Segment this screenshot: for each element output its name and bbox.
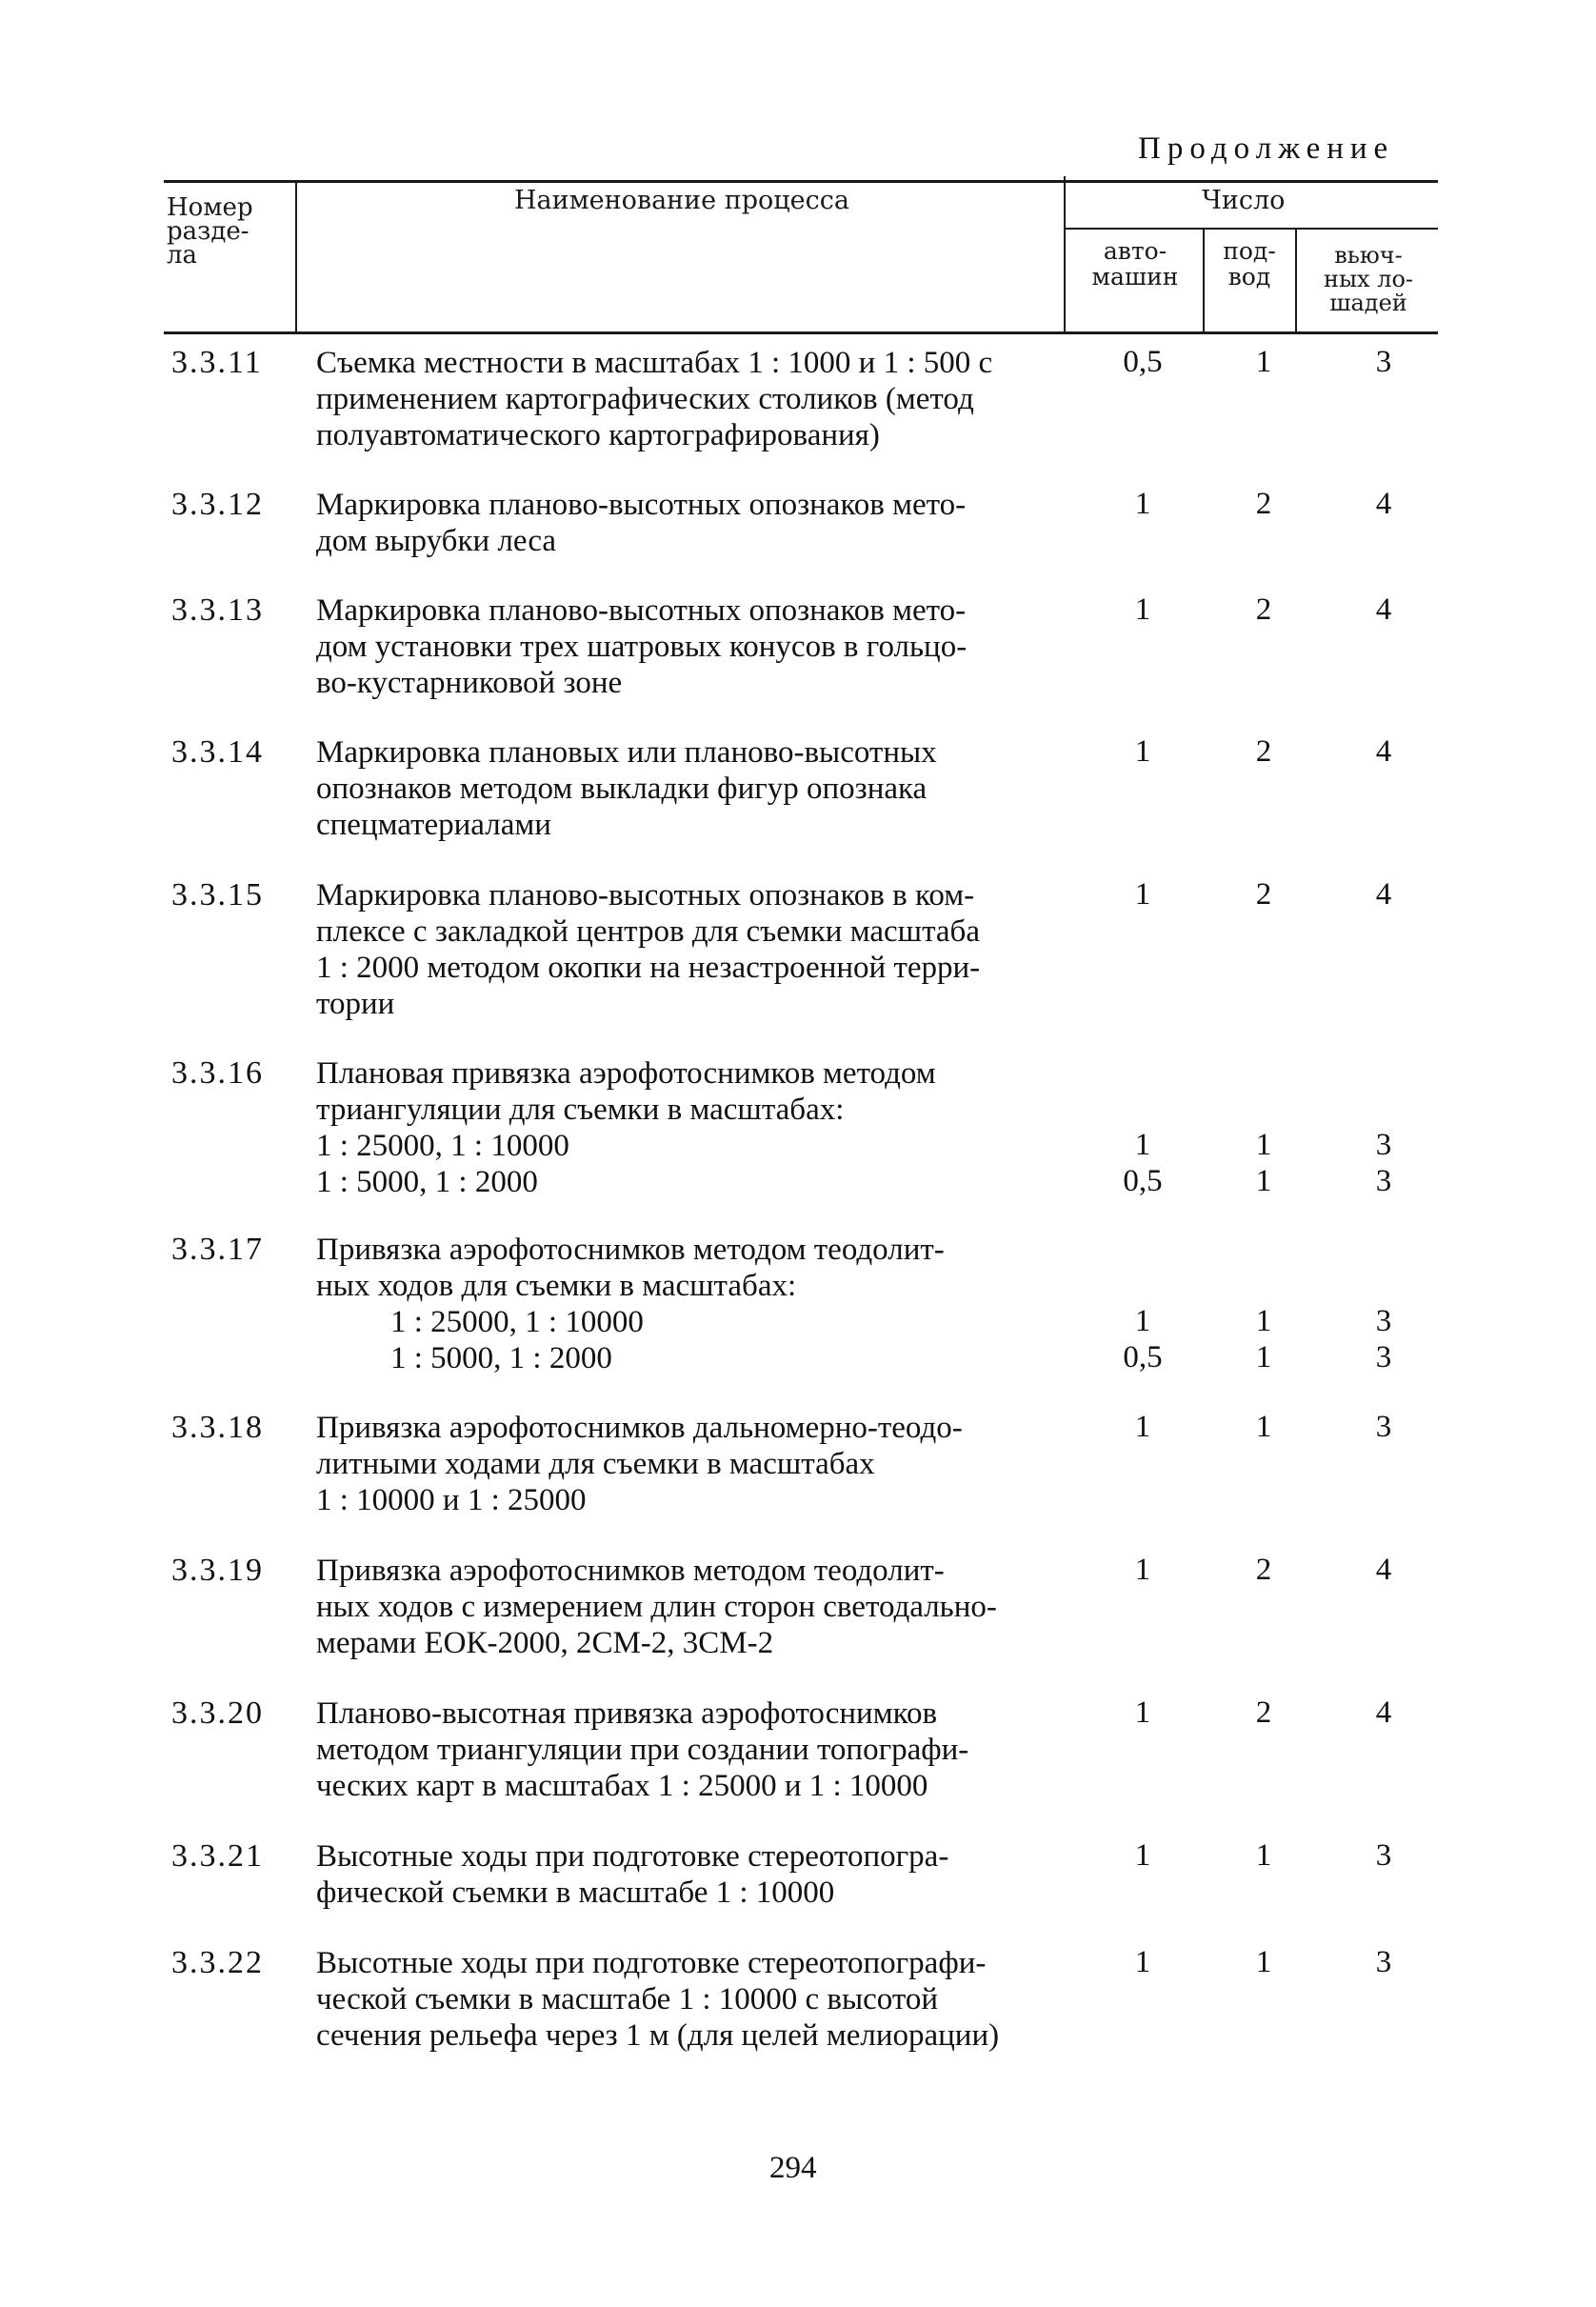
- row-description: Маркировка планово-высотных опознаков мето- дом установки трех шатровых конусов в гольцо- во-кустарниковой зоне: [316, 593, 968, 700]
- value-vehicles: 0,5: [1123, 1164, 1163, 1198]
- row-number: 3.3.11: [171, 345, 263, 380]
- value-horses: 4: [1375, 487, 1392, 521]
- value-carts: 2: [1255, 487, 1272, 521]
- row-number: 3.3.19: [171, 1553, 264, 1588]
- scale-line: 1 : 5000, 1 : 2000: [316, 1165, 538, 1199]
- value-vehicles: 0,5: [1123, 1340, 1163, 1374]
- row-number: 3.3.20: [171, 1695, 264, 1731]
- value-horses: 3: [1375, 1838, 1392, 1873]
- value-carts: 1: [1255, 1945, 1272, 1979]
- row-number: 3.3.17: [171, 1232, 264, 1267]
- scale-line: 1 : 5000, 1 : 2000: [390, 1341, 612, 1375]
- header-col-carts: под- вод: [1223, 237, 1276, 291]
- value-horses: 4: [1375, 734, 1392, 769]
- value-carts: 1: [1255, 1838, 1272, 1873]
- value-horses: 3: [1375, 1945, 1392, 1979]
- value-vehicles: 1: [1134, 877, 1151, 912]
- value-carts: 2: [1255, 1695, 1272, 1730]
- header-section-number: Номер разде- ла: [167, 193, 253, 270]
- continuation-label: Продолжение: [1138, 131, 1395, 166]
- value-horses: 3: [1375, 345, 1392, 379]
- header-process-name: Наименование процесса: [514, 186, 849, 215]
- value-vehicles: 1: [1134, 1838, 1151, 1873]
- value-vehicles: 1: [1134, 1945, 1151, 1979]
- row-number: 3.3.22: [171, 1945, 264, 1980]
- row-number: 3.3.13: [171, 592, 264, 628]
- row-description: Съемка местности в масштабах 1 : 1000 и 1 : 500 с применением картографических столиков (метод полуавтоматического картографирования): [316, 346, 993, 452]
- row-number: 3.3.18: [171, 1410, 264, 1445]
- value-carts: 2: [1255, 877, 1272, 912]
- value-vehicles: 1: [1134, 487, 1151, 521]
- scale-line: 1 : 25000, 1 : 10000: [316, 1129, 569, 1163]
- row-description: Плановая привязка аэрофотоснимков методом триангуляции для съемки в масштабах: 1 : 25000, 1 : 10000 1 : 5000, 1 : 2000: [316, 1055, 1097, 1200]
- page-number: 294: [769, 2151, 817, 2185]
- row-description: Маркировка планово-высотных опознаков в ком- плексе с закладкой центров для съемки масштаба 1 : 2000 методом окопки на незастроенной терри- тории: [316, 878, 981, 1021]
- value-horses: 3: [1375, 1304, 1392, 1338]
- value-carts: 1: [1255, 1304, 1272, 1338]
- value-vehicles: 0,5: [1123, 345, 1163, 379]
- value-vehicles: 1: [1134, 734, 1151, 769]
- header-col-horses: вьюч- ных ло- шадей: [1323, 242, 1414, 316]
- value-horses: 4: [1375, 1695, 1392, 1730]
- row-number: 3.3.15: [171, 877, 264, 913]
- value-carts: 1: [1255, 1164, 1272, 1198]
- row-description: Привязка аэрофотоснимков методом теодолит- ных ходов с измерением длин сторон светодально- мерами ЕОК-2000, 2СМ-2, 3СМ-2: [316, 1554, 997, 1660]
- value-carts: 1: [1255, 1410, 1272, 1444]
- row-description: Маркировка плановых или планово-высотных опознаков методом выкладки фигур опознака спецматериалами: [316, 735, 937, 842]
- value-vehicles: 1: [1134, 1304, 1151, 1338]
- header-divider-2: [1064, 176, 1066, 332]
- row-description: Привязка аэрофотоснимков дальномерно-теодо- литными ходами для съемки в масштабах 1 : 10000 и 1 : 25000: [316, 1411, 963, 1517]
- header-count: Число: [1202, 186, 1286, 215]
- value-vehicles: 1: [1134, 1410, 1151, 1444]
- row-description: Привязка аэрофотоснимков методом теодолит- ных ходов для съемки в масштабах: 1 : 25000, 1 : 10000 1 : 5000, 1 : 2000: [316, 1232, 1097, 1376]
- value-horses: 3: [1375, 1410, 1392, 1444]
- value-carts: 1: [1255, 345, 1272, 379]
- header-sub-rule: [1064, 228, 1438, 230]
- row-number: 3.3.14: [171, 734, 264, 770]
- scale-line: 1 : 25000, 1 : 10000: [390, 1305, 644, 1339]
- value-carts: 2: [1255, 734, 1272, 769]
- header-col-vehicles: авто- машин: [1091, 237, 1179, 291]
- value-horses: 4: [1375, 1553, 1392, 1587]
- value-horses: 3: [1375, 1128, 1392, 1162]
- header-divider-4: [1295, 228, 1297, 332]
- header-bottom-rule: [164, 331, 1438, 334]
- row-number: 3.3.16: [171, 1055, 264, 1091]
- row-description: Высотные ходы при подготовке стереотопографи- ческой съемки в масштабе 1 : 10000 с высотой сечения рельефа через 1 м (для целей мелиорации): [316, 1946, 1000, 2053]
- value-carts: 2: [1255, 1553, 1272, 1587]
- value-carts: 1: [1255, 1340, 1272, 1374]
- row-description: Высотные ходы при подготовке стереотопогра- фической съемки в масштабе 1 : 10000: [316, 1839, 949, 1910]
- header-divider-1: [295, 180, 297, 332]
- row-number: 3.3.12: [171, 487, 264, 522]
- row-description: Маркировка планово-высотных опознаков мето- дом вырубки леса: [316, 488, 967, 558]
- value-horses: 3: [1375, 1164, 1392, 1198]
- value-vehicles: 1: [1134, 1553, 1151, 1587]
- value-carts: 2: [1255, 592, 1272, 627]
- row-number: 3.3.21: [171, 1838, 264, 1874]
- value-horses: 4: [1375, 592, 1392, 627]
- value-horses: 3: [1375, 1340, 1392, 1374]
- header-divider-3: [1203, 228, 1205, 332]
- value-vehicles: 1: [1134, 592, 1151, 627]
- row-description: Планово-высотная привязка аэрофотоснимков методом триангуляции при создании топографи- ческих карт в масштабах 1 : 25000 и 1 : 10000: [316, 1696, 969, 1803]
- value-horses: 4: [1375, 877, 1392, 912]
- header-top-rule: [164, 180, 1438, 183]
- value-vehicles: 1: [1134, 1695, 1151, 1730]
- value-vehicles: 1: [1134, 1128, 1151, 1162]
- value-carts: 1: [1255, 1128, 1272, 1162]
